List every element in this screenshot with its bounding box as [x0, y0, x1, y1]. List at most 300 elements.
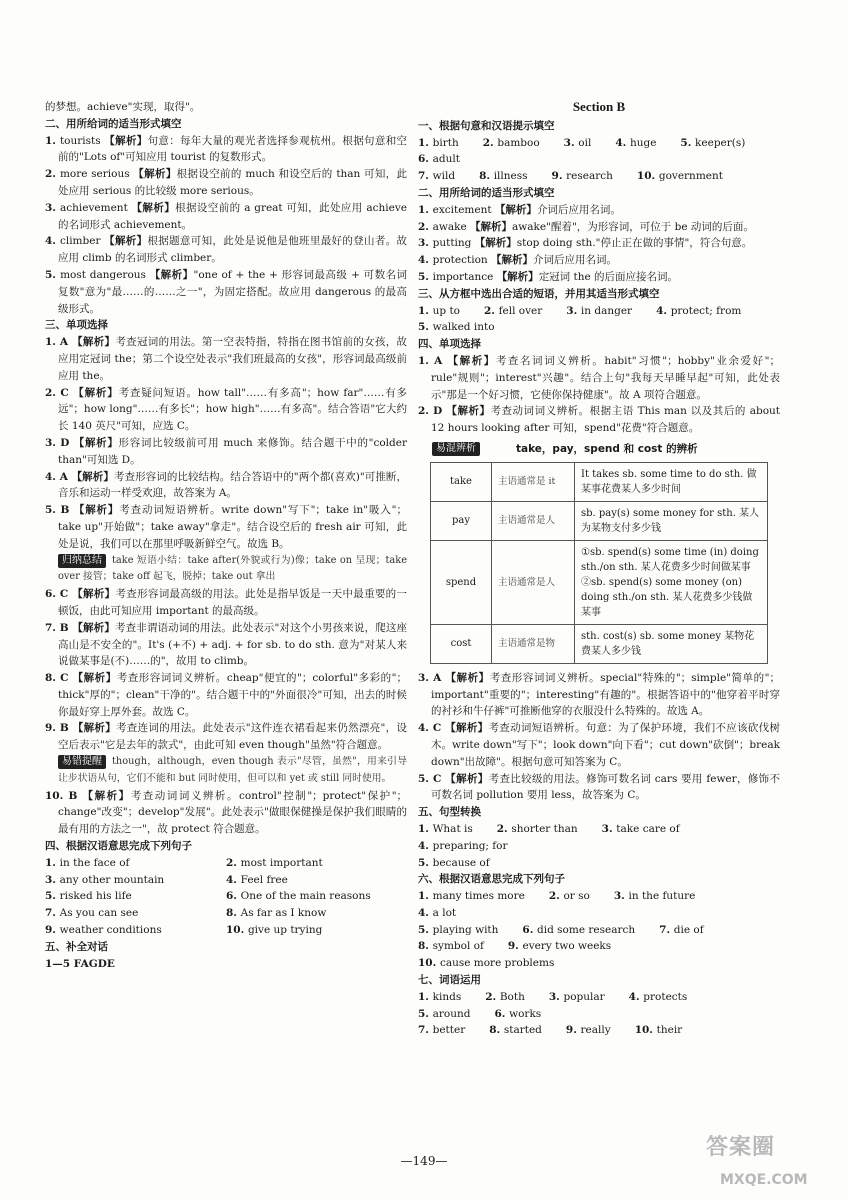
- answer-item: [45, 435, 407, 469]
- answer-word: protects: [643, 990, 688, 1003]
- section-heading: 六、根据汉语意思完成下列句子: [418, 873, 565, 886]
- section-heading: 七、词语运用: [418, 974, 481, 987]
- answer-number: 6.: [494, 1007, 510, 1020]
- answer-item: [522, 922, 647, 939]
- answer-number: 5.: [418, 270, 433, 283]
- answer-number: 3. A: [418, 671, 446, 684]
- answer-word: What is: [432, 822, 473, 835]
- answer-number: 8.: [226, 907, 241, 920]
- analysis-tag: 【解析】: [133, 168, 177, 181]
- answer-word: every two weeks: [522, 940, 612, 953]
- answer-number: 8. C: [45, 672, 73, 685]
- answer-number: 6. C: [45, 588, 73, 601]
- answer-word: kinds: [432, 990, 462, 1003]
- answer-item: [615, 135, 668, 152]
- answer-item: [497, 821, 590, 838]
- answer-item: [45, 469, 407, 503]
- answer-word: symbol of: [432, 940, 484, 953]
- answer-number: 2.: [45, 168, 60, 181]
- answer-item: [680, 135, 757, 152]
- answer-item: [549, 888, 602, 905]
- answer-item: [45, 788, 407, 838]
- answer-item: [418, 168, 467, 185]
- answer-number: 9.: [507, 940, 523, 953]
- sentence-answers: [418, 922, 780, 939]
- answer-item: [418, 670, 780, 720]
- answer-number: 7.: [659, 923, 674, 936]
- table-row: [431, 501, 768, 540]
- choice-answers: [45, 334, 407, 552]
- answer-item: [485, 989, 537, 1006]
- answer-word: Both: [499, 990, 525, 1003]
- answer-item: [45, 502, 407, 552]
- answer-word: give up trying: [247, 924, 323, 937]
- warning-badge: 易错提醒: [58, 755, 106, 769]
- analysis-tag: 【解析】: [446, 405, 491, 418]
- word-cell: take: [431, 462, 492, 501]
- summary-note: [58, 553, 407, 587]
- answer-word: a lot: [432, 906, 457, 919]
- answer-word: protection: [432, 254, 492, 267]
- analysis-text: 考查形容词的比较结构。结合答语中的"两个都(喜欢)"可推断，音乐和运动一样受欢迎，故答案为 A。: [58, 470, 408, 500]
- answer-number: 3.: [45, 201, 61, 214]
- answer-item: [418, 771, 780, 805]
- choice-answers: [418, 670, 780, 804]
- analysis-tag: 【解析】: [491, 254, 534, 267]
- answer-item: [45, 922, 226, 939]
- answer-word: cause more problems: [439, 957, 555, 970]
- answer-number: 7.: [418, 170, 433, 183]
- answer-number: 4. C: [418, 722, 446, 735]
- compare-badge: 易混辨析: [432, 442, 480, 456]
- table-row: [431, 462, 768, 501]
- answer-number: 3.: [548, 990, 564, 1003]
- answer-word: illness: [493, 170, 528, 183]
- answer-item: [418, 269, 780, 286]
- usage-cell: It takes sb. some time to do sth. 做某事花费某人多少时间: [575, 462, 768, 501]
- answer-number: 5.: [45, 890, 60, 903]
- word-cell: cost: [431, 624, 492, 663]
- answer-word: up to: [432, 304, 460, 317]
- answer-item: [549, 989, 617, 1006]
- answer-word: adult: [432, 153, 460, 166]
- section-heading: 二、用所给词的适当形式填空: [45, 117, 182, 130]
- answer-item: [483, 135, 552, 152]
- answer-item: [45, 334, 407, 384]
- answer-item: [659, 922, 715, 939]
- usage-answers: [418, 1022, 780, 1039]
- answer-item: [226, 872, 407, 889]
- answer-item: [45, 586, 407, 620]
- answer-word: keeper(s): [695, 136, 746, 149]
- answer-item: [226, 855, 407, 872]
- section-heading: 四、单项选择: [418, 338, 481, 351]
- answer-number: 1. A: [45, 336, 73, 349]
- answer-word: did some research: [537, 923, 636, 936]
- answer-number: 7.: [418, 1024, 433, 1037]
- answer-item: [418, 403, 780, 437]
- answer-number: 7. B: [45, 621, 73, 634]
- usage-cell: sth. cost(s) sb. some money 某物花费某人多少钱: [575, 624, 768, 663]
- answer-word: wild: [432, 170, 456, 183]
- answer-row: [45, 855, 407, 872]
- page-number: —149—: [400, 1154, 448, 1168]
- section-heading: 三、单项选择: [45, 319, 108, 332]
- answer-number: 4. A: [45, 470, 72, 483]
- analysis-tag: 【解析】: [72, 336, 116, 349]
- answer-number: 5.: [45, 268, 61, 281]
- answer-item: [418, 353, 780, 403]
- section-heading: 五、补全对话: [45, 940, 108, 953]
- answer-number: 2.: [484, 304, 499, 317]
- answer-word: weather conditions: [59, 924, 162, 937]
- answer-item: [418, 905, 468, 922]
- answer-number: 5. C: [418, 772, 446, 785]
- analysis-tag: 【解析】: [445, 722, 489, 735]
- analysis-text: 考查冠词的用法。第一空表特指，特指在图书馆前的女孩，故应用定冠词 the；第二个设空处表示"我们班最高的女孩"，形容词最高级前应用 the。: [58, 336, 408, 382]
- answer-word: putting: [432, 237, 475, 250]
- answer-word: protect; from: [670, 304, 742, 317]
- answer-word: Feel free: [240, 873, 288, 886]
- analysis-tag: 【解析】: [445, 772, 489, 785]
- answer-item: [45, 166, 407, 200]
- answer-word: excitement: [432, 203, 495, 216]
- answer-item: [637, 168, 735, 185]
- answer-number: 9.: [45, 924, 60, 937]
- answer-item: [566, 303, 644, 320]
- answer-number: 6.: [418, 153, 433, 166]
- sentence-answers: [418, 938, 780, 972]
- answer-number: 1.: [418, 990, 433, 1003]
- answer-item: [418, 319, 507, 336]
- answer-number: 5. B: [45, 504, 74, 517]
- analysis-text: 考查形容词最高级的用法。此处是指早饭是一天中最重要的一顿饭，由此可知应用 important 的最高级。: [58, 588, 407, 617]
- answer-word: in the future: [628, 890, 696, 903]
- answer-number: 4.: [418, 254, 433, 267]
- answer-word: popular: [563, 990, 605, 1003]
- compare-header: [432, 441, 780, 458]
- answer-row: [45, 872, 407, 889]
- answer-number: 4.: [628, 990, 644, 1003]
- answer-number: 6.: [522, 923, 538, 936]
- answer-item: [479, 168, 539, 185]
- answer-item: [45, 905, 226, 922]
- analysis-text: 考查动词词义辨析。control"控制"；protect"保护"；change"改变"；develop"发展"。此处表示"做眼保健操是保护我们眼睛的最有用的方法之一"，故 protect 符合题意。: [58, 789, 408, 836]
- answer-number: 2.: [485, 990, 500, 1003]
- answer-number: 1.: [418, 136, 433, 149]
- analysis-tag: 【解析】: [104, 235, 148, 248]
- analysis-text: 考查非谓语动词的用法。此处表示"对这个小男孩来说，爬这座高山是不安全的"。It's (+不) + adj. + for sb. to do sth. 意为"对某人来说做某事是(不)……的"，故用 to climb。: [58, 621, 407, 668]
- left-column: [45, 99, 407, 972]
- analysis-text: stop doing sth."停止正在做的事情"，符合句意。: [516, 237, 753, 250]
- answer-item: [45, 233, 407, 267]
- answer-word: preparing; for: [432, 839, 508, 852]
- analysis-tag: 【解析】: [496, 270, 539, 283]
- answer-word: oil: [578, 136, 592, 149]
- table-row: [431, 540, 768, 624]
- analysis-text: 考查形容词词义辨析。cheap"便宜的"；colorful"多彩的"；thick"厚的"；clean"干净的"。结合题干中的"外面很冷"可知，出去的时候你最好穿上厚外套。故选 C。: [58, 672, 407, 718]
- right-column: [418, 99, 780, 1039]
- answer-number: 5.: [418, 321, 433, 334]
- answer-number: 1.: [418, 890, 433, 903]
- analysis-tag: 【解析】: [474, 237, 517, 250]
- answer-item: [418, 720, 780, 770]
- answer-word: take care of: [616, 822, 680, 835]
- answer-word: really: [580, 1024, 611, 1037]
- answer-item: [45, 620, 407, 670]
- analysis-text: 根据题意可知，此处是说他是他班里最好的登山者。故应用 climb 的名词形式 climber。: [58, 235, 407, 265]
- answer-number: 2.: [496, 822, 512, 835]
- answer-item: [418, 135, 471, 152]
- analysis-tag: 【解析】: [72, 588, 116, 601]
- analysis-tag: 【解析】: [72, 621, 115, 634]
- answer-word: research: [566, 170, 613, 183]
- answer-word: in the face of: [59, 856, 130, 869]
- analysis-text: 形容词比较级前可用 much 来修饰。结合题干中的"colder than"可知选 D。: [58, 436, 407, 466]
- answer-word: playing with: [432, 923, 499, 936]
- analysis-tag: 【解析】: [447, 354, 496, 367]
- answer-word: started: [503, 1024, 542, 1037]
- answer-number: 1.: [418, 822, 433, 835]
- answer-word: One of the main reasons: [240, 890, 371, 903]
- answer-word: bamboo: [497, 136, 540, 149]
- section-b-title: Section B: [572, 99, 626, 114]
- analysis-text: "one of + the + 形容词最高级 + 可数名词复数"意为"最……的……之一"，为固定搭配。故应用 dangerous 的最高级形式。: [58, 268, 408, 315]
- answer-number: 2.: [226, 856, 241, 869]
- analysis-tag: 【解析】: [470, 220, 513, 233]
- answer-item: [418, 303, 472, 320]
- analysis-tag: 【解析】: [71, 470, 114, 483]
- fill-form-answers: [45, 133, 407, 318]
- answer-word: climber: [59, 235, 105, 248]
- section-heading: 五、句型转换: [418, 806, 481, 819]
- subject-cell: 主语通常是人: [492, 540, 575, 624]
- answer-item: [418, 1022, 477, 1039]
- answer-word: fell over: [498, 304, 543, 317]
- answer-item: [635, 1022, 695, 1039]
- analysis-text: 句意：每年大量的观光者选择参观杭州。根据句意和空前的"Lots of"可知应用 tourist 的复数形式。: [58, 134, 408, 164]
- answer-item: [656, 303, 753, 320]
- answer-number: 1.: [45, 856, 60, 869]
- word-answers: [418, 135, 780, 169]
- answer-item: [226, 888, 407, 905]
- answer-number: 4.: [45, 235, 60, 248]
- analysis-text: 定冠词 the 的后面应接名词。: [538, 270, 679, 283]
- answer-item: [45, 385, 407, 435]
- answer-number: 10.: [636, 170, 659, 183]
- warning-text: though，although，even though 表示"尽管，虽然"，用来引导让步状语从句，它们不能和 but 同时使用，但可以和 yet 或 still 同时使用。: [58, 756, 407, 784]
- compare-title: take，pay，spend 和 cost 的辨析: [516, 442, 698, 455]
- answer-word: As you can see: [59, 907, 139, 920]
- answer-number: 5.: [418, 856, 433, 869]
- answer-item: [552, 168, 625, 185]
- answer-word: any other mountain: [59, 873, 165, 886]
- answer-word: achievement: [60, 201, 132, 214]
- answer-word: huge: [629, 136, 657, 149]
- dialogue-answer: 1—5 FAGDE: [45, 957, 115, 970]
- answer-word: many times more: [432, 890, 525, 903]
- phrase-answers: [418, 303, 780, 337]
- answer-number: 10.: [418, 957, 440, 970]
- answer-item: [418, 922, 510, 939]
- answer-item: [45, 670, 407, 720]
- answer-word: die of: [673, 923, 704, 936]
- answer-item: [418, 252, 780, 269]
- analysis-tag: 【解析】: [131, 201, 176, 214]
- answer-item: [418, 202, 780, 219]
- answer-item: [418, 235, 780, 252]
- analysis-text: 考查疑问短语。how tall"……有多高"；how far"……有多远"；how long"……有多长"；how high"……有多高"。结合答语"它大约长 140 英尺"可知，应选 C。: [58, 386, 408, 433]
- answer-item: [418, 989, 473, 1006]
- analysis-tag: 【解析】: [445, 671, 490, 684]
- analysis-tag: 【解析】: [73, 504, 120, 517]
- answer-number: 6.: [226, 890, 241, 903]
- analysis-tag: 【解析】: [149, 268, 194, 281]
- subject-cell: 主语通常是 it: [492, 462, 575, 501]
- answer-word: most dangerous: [60, 268, 150, 281]
- answer-number: 1. A: [418, 354, 448, 367]
- answer-item: [418, 838, 520, 855]
- answer-number: 9. B: [45, 722, 73, 735]
- subject-cell: 主语通常是物: [492, 624, 575, 663]
- answer-word: because of: [432, 856, 490, 869]
- answer-item: [45, 888, 226, 905]
- answer-number: 2.: [418, 220, 433, 233]
- answer-number: 3. D: [45, 436, 74, 449]
- section-heading: 三、从方框中选出合适的短语，并用其适当形式填空: [418, 287, 660, 300]
- compare-table: [430, 462, 768, 664]
- analysis-tag: 【解析】: [82, 789, 131, 802]
- answer-item: [45, 133, 407, 167]
- answer-number: 3.: [566, 304, 581, 317]
- answer-item: [566, 1022, 623, 1039]
- answer-row: [45, 922, 407, 939]
- sentence-answers: [418, 888, 780, 922]
- answer-number: 5.: [418, 1007, 433, 1020]
- analysis-text: 介词后应用名词。: [533, 254, 618, 267]
- analysis-tag: 【解析】: [494, 203, 537, 216]
- answer-word: importance: [432, 270, 497, 283]
- answer-number: 10.: [226, 924, 248, 937]
- answer-number: 4.: [615, 136, 630, 149]
- answer-number: 1.: [45, 134, 60, 147]
- answer-word: birth: [432, 136, 459, 149]
- answer-item: [45, 855, 226, 872]
- word-cell: pay: [431, 501, 492, 540]
- answer-item: [484, 303, 554, 320]
- answer-item: [226, 905, 407, 922]
- answer-number: 4.: [656, 304, 671, 317]
- summary-text: take 短语小结：take after(外貌或行为)像；take on 呈现；take over 接管；take off 起飞，脱掉；take out 拿出: [58, 554, 407, 583]
- answer-number: 2. C: [45, 386, 74, 399]
- answer-number: 10. B: [45, 789, 83, 802]
- answer-number: 3.: [601, 822, 617, 835]
- answer-item: [45, 872, 226, 889]
- answer-word: awake: [432, 220, 471, 233]
- answer-word: walked into: [432, 321, 495, 334]
- answer-number: 4.: [226, 873, 241, 886]
- answer-word: government: [658, 170, 723, 183]
- answer-item: [418, 938, 496, 955]
- analysis-text: 考查动词词义辨析。根据主语 This man 以及其后的 about 12 hours looking after 可知，spend"花费"符合题意。: [431, 405, 780, 435]
- analysis-text: 考查形容词词义辨析。special"特殊的"；simple"简单的"；important"重要的"；interesting"有趣的"。根据答语中的"他穿着平时穿的衬衫和牛仔裤"可推断他穿的衣服没什么特殊的。故选 A。: [431, 671, 781, 718]
- answer-number: 1.: [418, 203, 433, 216]
- answer-number: 5.: [680, 136, 696, 149]
- word-cell: spend: [431, 540, 492, 624]
- answer-number: 8.: [418, 940, 433, 953]
- section-heading: 四、根据汉语意思完成下列句子: [45, 840, 192, 853]
- answer-number: 2.: [482, 136, 498, 149]
- answer-word: risked his life: [59, 890, 132, 903]
- answer-number: 2. D: [418, 405, 447, 418]
- answer-word: their: [656, 1024, 683, 1037]
- answer-number: 4.: [418, 839, 433, 852]
- answer-number: 3.: [45, 873, 60, 886]
- answer-item: [614, 888, 707, 905]
- answer-item: [602, 821, 692, 838]
- analysis-text: 考查连词的用法。此处表示"这件连衣裙看起来仍然漂亮"，设空后表示"它是去年的款式"，由此可知 even though"虽然"符合题意。: [58, 722, 407, 752]
- answer-row: [45, 905, 407, 922]
- analysis-text: 考查比较级的用法。修饰可数名词 cars 要用 fewer，修饰不可数名词 pollution 要用 less，故答案为 C。: [431, 772, 780, 802]
- answer-number: 9.: [551, 170, 567, 183]
- answer-row: [45, 888, 407, 905]
- answer-item: [418, 219, 780, 236]
- answer-item: [418, 151, 472, 168]
- answer-number: 7.: [45, 907, 60, 920]
- answer-word: most important: [240, 856, 323, 869]
- sentence-answers: [45, 855, 407, 939]
- fill-form-answers: [418, 202, 780, 286]
- answer-item: [418, 855, 502, 872]
- analysis-tag: 【解析】: [104, 134, 148, 147]
- section-heading: 一、根据句意和汉语提示填空: [418, 119, 555, 132]
- answer-item: [629, 989, 700, 1006]
- analysis-text: awake"醒着"，为形容词，可位于 be 动词的后面。: [512, 220, 754, 233]
- table-row: [431, 624, 768, 663]
- answer-item: [489, 1022, 554, 1039]
- answer-word: better: [432, 1024, 466, 1037]
- usage-cell: sb. pay(s) some money for sth. 某人为某物支付多少钱: [575, 501, 768, 540]
- summary-badge: 归纳总结: [58, 554, 106, 568]
- warning-note: [58, 754, 407, 788]
- answer-item: [418, 888, 537, 905]
- answer-number: 8.: [489, 1024, 504, 1037]
- analysis-text: 考查名词词义辨析。habit"习惯"；hobby"业余爱好"；rule"规则"；interest"兴趣"。结合上句"我每天早睡早起"可知，此处表示"那是一个好习惯，它使你保持健康"。故 A 项符合题意。: [431, 354, 781, 401]
- word-answers: [418, 168, 780, 185]
- answer-word: tourists: [59, 134, 105, 147]
- answer-word: or so: [563, 890, 590, 903]
- answer-number: 3.: [563, 136, 579, 149]
- subject-cell: 主语通常是人: [492, 501, 575, 540]
- section-heading: 二、用所给词的适当形式填空: [418, 186, 555, 199]
- analysis-tag: 【解析】: [72, 672, 117, 685]
- analysis-tag: 【解析】: [73, 436, 119, 449]
- answer-word: around: [432, 1007, 471, 1020]
- choice-answers: [418, 353, 780, 437]
- answer-number: 3.: [613, 890, 629, 903]
- answer-item: [226, 922, 407, 939]
- intro-line: 的梦想。achieve"实现，取得"。: [45, 101, 201, 113]
- analysis-text: 介词后应用名词。: [536, 203, 621, 216]
- answer-number: 3.: [418, 237, 433, 250]
- answer-item: [418, 955, 566, 972]
- analysis-tag: 【解析】: [72, 722, 116, 735]
- answer-word: works: [509, 1007, 542, 1020]
- answer-item: [418, 1006, 482, 1023]
- answer-number: 9.: [565, 1024, 581, 1037]
- usage-cell: ①sb. spend(s) some time (in) doing sth./on sth. 某人花费多少时间做某事 ②sb. spend(s) some money (on) doing sth./on sth. 某人花费多少钱做某事: [575, 540, 768, 624]
- answer-item: [494, 1006, 553, 1023]
